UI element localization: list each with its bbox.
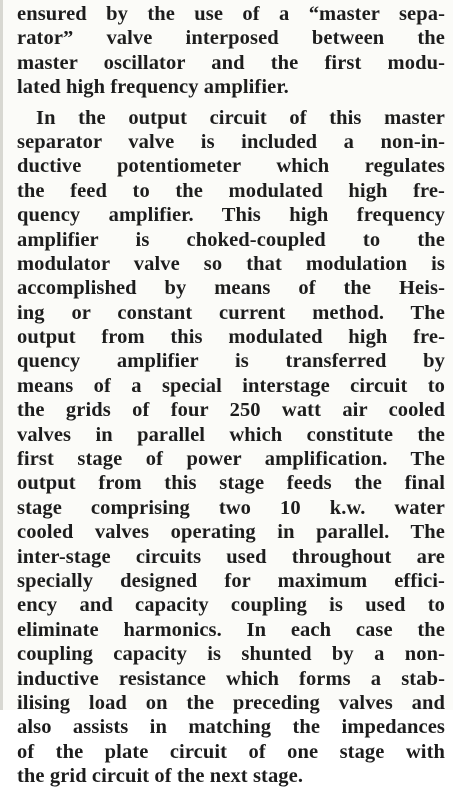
text-line: also assists in matching the impedances <box>17 716 445 739</box>
text-line: separator valve is included a non-in- <box>17 130 445 153</box>
text-line: ilising load on the preceding valves and <box>17 691 445 714</box>
text-line: of the plate circuit of one stage with <box>17 740 445 763</box>
text-line: eliminate harmonics. In each case the <box>17 618 445 641</box>
text-line: accomplished by means of the Heis- <box>17 277 445 300</box>
text-line: first stage of power amplification. The <box>17 448 445 471</box>
text-line: modulator valve so that modulation is <box>17 252 445 275</box>
text-line: quency amplifier. This high frequency <box>17 204 445 227</box>
text-line: the grids of four 250 watt air cooled <box>17 399 445 422</box>
text-line: means of a special interstage circuit to <box>17 374 445 397</box>
paragraph-2 <box>17 106 445 789</box>
text-line: stage comprising two 10 k.w. water <box>17 496 445 519</box>
text-line: the feed to the modulated high fre- <box>17 179 445 202</box>
text-line: valves in parallel which constitute the <box>17 423 445 446</box>
text-line: ductive potentiometer which regulates <box>17 155 445 178</box>
text-line: lated high frequency amplifier. <box>17 76 289 99</box>
text-line: cooled valves operating in parallel. The <box>17 521 445 544</box>
text-line: ensured by the use of a “master sepa- <box>17 3 445 25</box>
text-line: coupling capacity is shunted by a non- <box>17 643 445 666</box>
text-line: In the output circuit of this master <box>36 106 445 129</box>
text-line: inductive resistance which forms a stab- <box>17 667 445 690</box>
text-line: output from this stage feeds the final <box>17 472 445 495</box>
article-column <box>17 2 445 789</box>
text-line: ency and capacity coupling is used to <box>17 594 445 617</box>
paragraph-1 <box>17 2 445 100</box>
text-line: inter-stage circuits used throughout are <box>17 545 445 568</box>
text-line: amplifier is choked-coupled to the <box>17 228 445 251</box>
text-line: master oscillator and the first modu- <box>17 51 445 74</box>
text-line: quency amplifier is transferred by <box>17 350 445 373</box>
text-line: specially designed for maximum effici- <box>17 569 445 592</box>
text-line: rator” valve interposed between the <box>17 27 445 50</box>
text-line: the grid circuit of the next stage. <box>17 765 304 788</box>
text-line: ing or constant current method. The <box>17 301 445 324</box>
text-line: output from this modulated high fre- <box>17 326 445 349</box>
